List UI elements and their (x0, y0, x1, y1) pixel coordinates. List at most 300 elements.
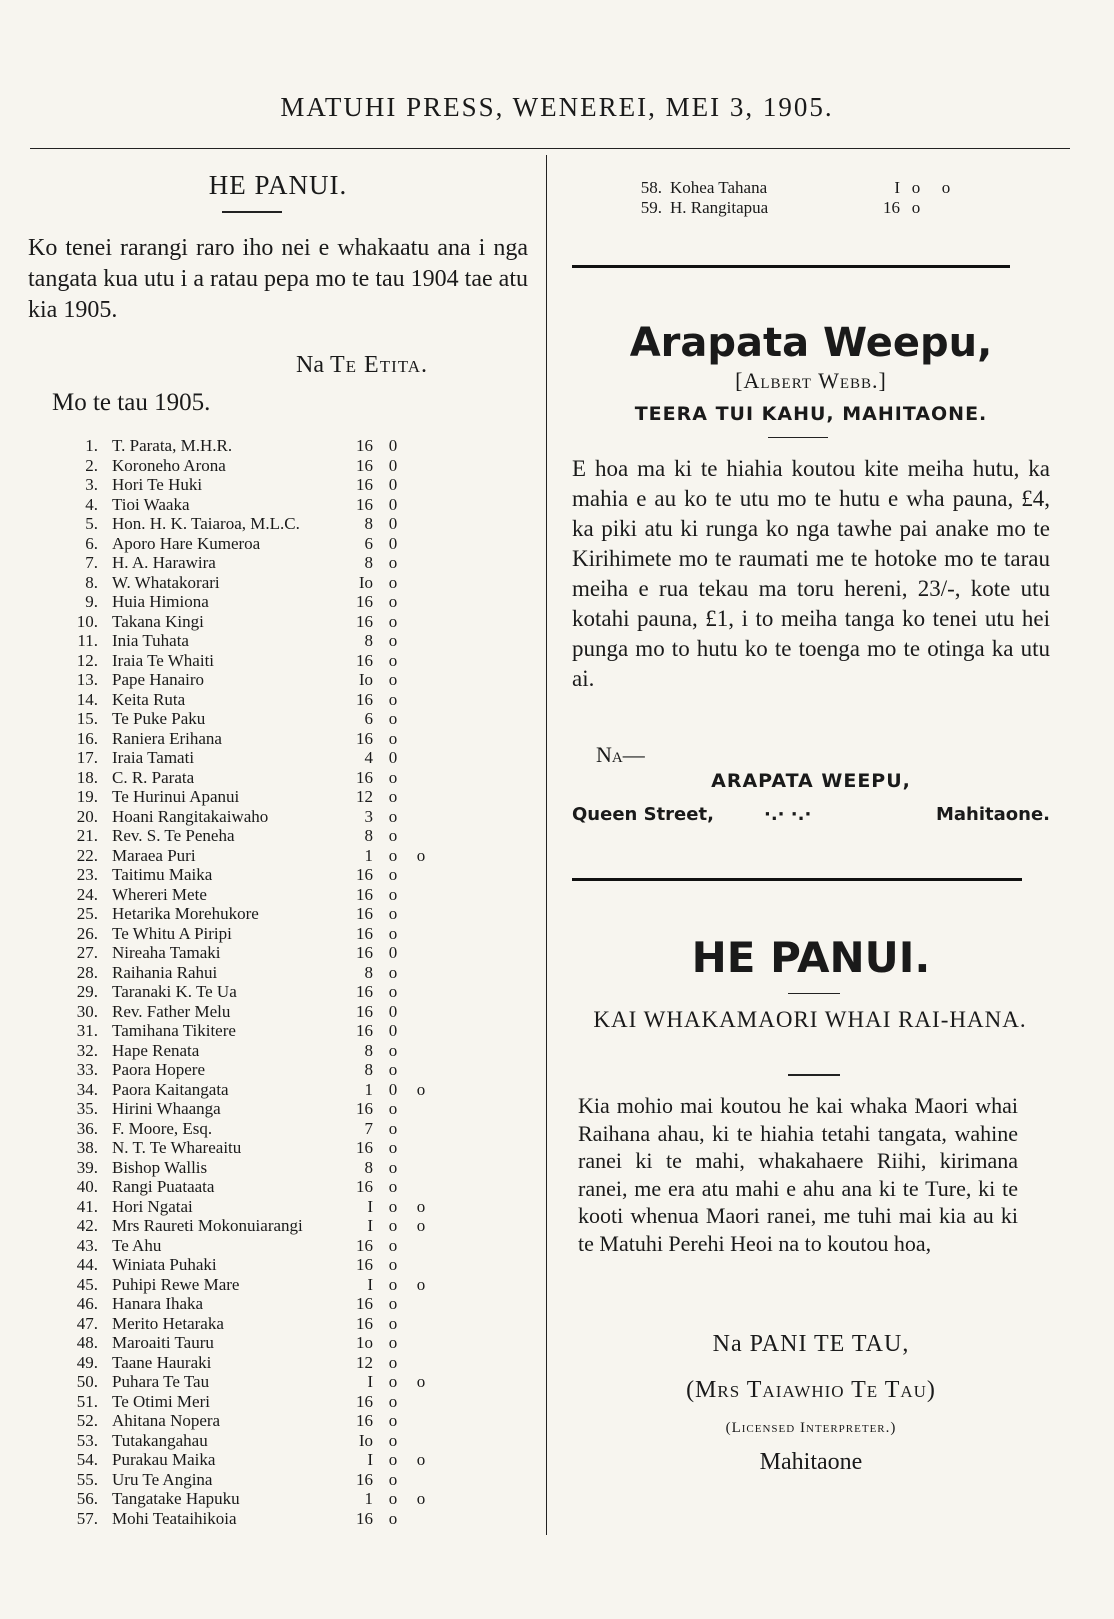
amount-1: 16 (356, 436, 373, 455)
amount-1: 16 (356, 611, 373, 631)
amount-1: 1 (364, 1079, 373, 1099)
continued-list (640, 178, 970, 217)
amount-1: 1o (356, 1333, 373, 1352)
item-name: Taranaki K. Te Ua (112, 982, 237, 1001)
list-item (70, 651, 440, 671)
item-number: 34. (76, 1079, 98, 1099)
amount-1: 16 (356, 494, 373, 514)
list-item (70, 1489, 440, 1509)
list-item (70, 495, 440, 515)
amount-2: 0 (388, 533, 398, 553)
item-number: 41. (76, 1196, 98, 1216)
list-item (70, 1216, 440, 1236)
amount-1: Io (358, 670, 373, 689)
amount-2: o (388, 904, 398, 923)
item-number: 38. (76, 1138, 98, 1157)
amount-2: o (388, 631, 398, 650)
list-item (70, 631, 440, 651)
item-name: Ahitana Nopera (112, 1411, 221, 1430)
item-name: C. R. Parata (112, 767, 195, 787)
list-item (70, 1372, 440, 1392)
item-name: Taitimu Maika (112, 865, 213, 884)
amount-3: o (416, 1372, 426, 1391)
ad1-name: Arapata Weepu, (629, 320, 993, 366)
item-number: 43. (76, 1235, 98, 1255)
amount-2: o (388, 1450, 398, 1469)
item-name: Hape Renata (112, 1040, 200, 1060)
amount-1: 16 (356, 943, 373, 962)
amount-2: o (388, 826, 398, 845)
amount-1: 6 (364, 533, 373, 553)
item-number: 28. (76, 962, 98, 982)
item-name: Tamihana Tikitere (112, 1021, 236, 1040)
list-item (70, 1392, 440, 1412)
amount-2: o (388, 884, 398, 904)
list-item (70, 456, 440, 476)
list-item (70, 475, 440, 495)
item-name: Tioi Waaka (112, 494, 190, 514)
amount-1: 16 (356, 1469, 373, 1489)
ad2-subtitle: KAI WHAKAMAORI WHAI RAI-HANA. (593, 1007, 1027, 1032)
item-name: Puhara Te Tau (112, 1372, 210, 1391)
amount-1: 16 (356, 904, 373, 923)
left-signature (296, 352, 516, 379)
item-number: 46. (76, 1294, 98, 1313)
item-number: 14. (76, 689, 98, 709)
item-name: Hori Ngatai (112, 1196, 193, 1216)
list-item (70, 1333, 440, 1353)
amount-1: 12 (356, 1352, 373, 1372)
list-item (70, 553, 440, 573)
amount-1: 8 (364, 631, 373, 650)
amount-1: 8 (364, 514, 373, 533)
amount-3: o (416, 1216, 426, 1235)
item-number: 45. (76, 1274, 98, 1294)
item-name: Aporo Hare Kumeroa (112, 533, 261, 553)
amount-2: o (388, 1508, 398, 1528)
item-name: F. Moore, Esq. (112, 1118, 213, 1138)
amount-1: 1 (364, 845, 373, 865)
amount-2: o (388, 1333, 398, 1352)
amount-2: o (388, 1060, 398, 1079)
item-number: 12. (76, 650, 98, 670)
list-item (70, 612, 440, 632)
item-name: W. Whatakorari (112, 572, 220, 592)
item-number: 50. (76, 1372, 98, 1391)
amount-1: 16 (356, 865, 373, 884)
amount-1: 16 (356, 923, 373, 943)
amount-3: o (416, 1274, 426, 1294)
item-number: 51. (76, 1391, 98, 1411)
amount-1: 16 (356, 650, 373, 670)
amount-2: o (388, 709, 398, 728)
item-name: Nireaha Tamaki (112, 943, 221, 962)
item-name: Rangi Puataata (112, 1177, 215, 1196)
item-number: 29. (76, 982, 98, 1001)
item-number: 27. (76, 943, 98, 962)
list-item (70, 865, 440, 885)
amount-1: 1 (364, 1489, 373, 1508)
amount-2: 0 (388, 494, 398, 514)
item-number: 8. (85, 572, 98, 592)
item-number: 31. (76, 1021, 98, 1040)
item-number: 3. (85, 475, 98, 494)
amount-2: o (388, 1040, 398, 1060)
item-name: Hanara Ihaka (112, 1294, 204, 1313)
amount-1: 16 (356, 689, 373, 709)
amount-1: 16 (356, 1177, 373, 1196)
amount-1: 12 (356, 787, 373, 806)
amount-1: 7 (364, 1118, 373, 1138)
amount-2: o (388, 1196, 398, 1216)
amount-2: 0 (388, 475, 398, 494)
item-number: 40. (76, 1177, 98, 1196)
amount-2: 0 (388, 455, 398, 475)
amount-2: o (388, 1391, 398, 1411)
amount-1: 8 (364, 826, 373, 845)
ad2-rule (788, 993, 840, 994)
item-number: 19. (76, 787, 98, 806)
amount-2: o (388, 1489, 398, 1508)
list-item (70, 826, 440, 846)
item-number: 54. (76, 1450, 98, 1469)
item-number: 2. (85, 455, 98, 475)
item-number: 32. (76, 1040, 98, 1060)
amount-2: o (388, 1411, 398, 1430)
amount-1: 16 (356, 475, 373, 494)
list-item (70, 924, 440, 944)
amount-1: 16 (356, 728, 373, 748)
ad1-na: Na— (596, 742, 645, 767)
ad2-licensed: (Licensed Interpreter.) (725, 1420, 897, 1436)
item-name: Raihania Rahui (112, 962, 218, 982)
item-number: 6. (85, 533, 98, 553)
item-number: 30. (76, 1001, 98, 1021)
item-name: Hirini Whaanga (112, 1099, 221, 1118)
list-item (70, 768, 440, 788)
item-name: Maroaiti Tauru (112, 1333, 214, 1352)
amount-1: I (367, 1372, 373, 1391)
masthead: MATUHI PRESS, WENEREI, MEI 3, 1905. (280, 92, 834, 122)
item-number: 42. (76, 1216, 98, 1235)
item-name: N. T. Te Whareaitu (112, 1138, 242, 1157)
amount-2: o (388, 572, 398, 592)
amount-1: 8 (364, 553, 373, 572)
list-item (70, 1099, 440, 1119)
amount-2: o (388, 1118, 398, 1138)
amount-2: o (388, 1099, 398, 1118)
amount-2: o (388, 1430, 398, 1450)
item-name: Tutakangahau (112, 1430, 208, 1450)
amount-1: 16 (356, 1255, 373, 1274)
amount-2: o (388, 806, 398, 826)
item-number: 18. (76, 767, 98, 787)
item-name: Purakau Maika (112, 1450, 216, 1469)
item-name: Hon. H. K. Taiaroa, M.L.C. (112, 514, 300, 533)
amount-2: o (388, 670, 398, 689)
list-item (70, 670, 440, 690)
amount-1: 16 (356, 1001, 373, 1021)
amount-1: 8 (364, 1157, 373, 1177)
ad2-title: HE PANUI. (691, 933, 931, 982)
item-name: Te Puke Paku (112, 709, 206, 728)
amount-2: 0 (388, 1001, 398, 1021)
list-item (70, 1509, 440, 1529)
amount-1: 16 (356, 592, 373, 611)
amount-2: o (388, 1138, 398, 1157)
item-name: Mohi Teataihikoia (112, 1508, 237, 1528)
amount-2: o (388, 787, 398, 806)
amount-1: I (367, 1216, 373, 1235)
amount-1: I (894, 178, 900, 197)
item-number: 39. (76, 1157, 98, 1177)
amount-3: o (416, 1079, 426, 1099)
amount-2: o (388, 1216, 398, 1235)
ad1-body: E hoa ma ki te hiahia koutou kite meiha hutu, ka mahia e au ko te utu mo te hutu e wha pauna, £4, ka piki atu ki runga ko nga tawhe pai anake mo te Kirihimete mo te raumati me te hotoke mo te tarau meiha e rua tekau ma toru hereni, 23/-, kote utu kotahi pauna, £1, i to meiha tanga ko tenei utu hei punga mo to hutu ko te toenga mo te otinga ka utu ai. (572, 456, 1050, 691)
subscriber-list (70, 436, 440, 1528)
item-name: Rev. S. Te Peneha (112, 826, 235, 845)
amount-2: o (911, 178, 921, 197)
item-name: Kohea Tahana (670, 178, 768, 197)
list-item (70, 729, 440, 749)
item-number: 1. (85, 436, 98, 455)
item-name: Mrs Raureti Mokonuiarangi (112, 1216, 303, 1235)
list-item (70, 885, 440, 905)
item-number: 7. (85, 553, 98, 572)
list-item (70, 436, 440, 456)
amount-2: o (388, 1313, 398, 1333)
amount-1: 16 (356, 455, 373, 475)
item-number: 9. (85, 592, 98, 611)
amount-1: I (367, 1196, 373, 1216)
amount-3: o (416, 1450, 426, 1469)
item-name: Pape Hanairo (112, 670, 205, 689)
amount-2: o (388, 1372, 398, 1391)
amount-2: 0 (388, 1021, 398, 1040)
list-item (70, 1275, 440, 1295)
item-name: T. Parata, M.H.R. (112, 436, 233, 455)
amount-1: 16 (356, 767, 373, 787)
list-item (70, 846, 440, 866)
item-number: 4. (85, 494, 98, 514)
list-item (70, 1138, 440, 1158)
item-number: 44. (76, 1255, 98, 1274)
amount-2: o (388, 1157, 398, 1177)
amount-3: o (416, 1196, 426, 1216)
list-item (640, 198, 970, 218)
amount-2: o (388, 1469, 398, 1489)
item-name: Uru Te Angina (112, 1469, 213, 1489)
ad2-top-rule (572, 878, 1022, 881)
amount-2: 0 (388, 1079, 398, 1099)
ad1-business: TEERA TUI KAHU, MAHITAONE. (634, 403, 988, 425)
left-heading-rule (222, 211, 282, 213)
addr-street: Queen Street, (572, 804, 714, 825)
amount-1: I (367, 1450, 373, 1469)
item-name: Maraea Puri (112, 845, 196, 865)
item-number: 5. (85, 514, 98, 533)
item-number: 59. (640, 197, 662, 217)
amount-1: Io (358, 1430, 373, 1450)
item-number: 10. (76, 611, 98, 631)
item-name: Hetarika Morehukore (112, 904, 259, 923)
item-name: Hoani Rangitakaiwaho (112, 806, 269, 826)
list-item (70, 1470, 440, 1490)
item-number: 36. (76, 1118, 98, 1138)
list-item (70, 1002, 440, 1022)
item-number: 49. (76, 1352, 98, 1372)
ad2-signature: Na PANI TE TAU, (712, 1331, 910, 1357)
sign-name: Te Etita. (329, 352, 429, 378)
item-name: Te Hurinui Apanui (112, 787, 240, 806)
amount-1: 8 (364, 1060, 373, 1079)
item-name: H. A. Harawira (112, 553, 216, 572)
item-number: 11. (77, 631, 98, 650)
amount-2: o (388, 845, 398, 865)
list-item (70, 1119, 440, 1139)
amount-2: o (388, 1352, 398, 1372)
item-number: 33. (76, 1060, 98, 1079)
ad1-rule (768, 437, 828, 438)
ad2-mrs: (Mrs Taiawhio Te Tau) (686, 1377, 936, 1403)
ad1-top-rule (572, 265, 1010, 268)
amount-1: 16 (356, 1411, 373, 1430)
item-number: 53. (76, 1430, 98, 1450)
item-name: Te Ahu (112, 1235, 162, 1255)
item-name: Hori Te Huki (112, 475, 203, 494)
item-number: 20. (76, 806, 98, 826)
amount-1: 4 (364, 748, 373, 767)
list-item (70, 1294, 440, 1314)
list-item (70, 1080, 440, 1100)
item-number: 58. (640, 178, 662, 197)
list-item (70, 963, 440, 983)
amount-1: 16 (356, 1313, 373, 1333)
item-number: 22. (76, 845, 98, 865)
list-item (70, 1236, 440, 1256)
year-label: Mo te tau 1905. (52, 389, 211, 416)
addr-marks: ·.· ·.· (764, 804, 812, 825)
ad1-signature: ARAPATA WEEPU, (711, 770, 911, 792)
amount-2: o (388, 1235, 398, 1255)
sign-prefix: Na (296, 352, 330, 378)
item-name: Iraia Tamati (112, 748, 195, 767)
ad2-place: Mahitaone (759, 1449, 863, 1475)
amount-1: 16 (356, 1391, 373, 1411)
ad2-rule-2 (788, 1074, 840, 1076)
amount-2: o (388, 592, 398, 611)
item-number: 56. (76, 1489, 98, 1508)
amount-2: o (388, 728, 398, 748)
item-name: Merito Hetaraka (112, 1313, 224, 1333)
list-item (640, 178, 970, 198)
amount-2: o (388, 1177, 398, 1196)
amount-2: o (388, 767, 398, 787)
amount-2: o (388, 553, 398, 572)
item-name: Puhipi Rewe Mare (112, 1274, 240, 1294)
amount-2: o (388, 650, 398, 670)
column-divider (546, 155, 547, 1535)
item-name: Raniera Erihana (112, 728, 222, 748)
amount-1: Io (358, 572, 373, 592)
amount-2: 0 (388, 943, 398, 962)
list-item (70, 982, 440, 1002)
addr-town: Mahitaone. (935, 804, 1050, 825)
item-name: Bishop Wallis (112, 1157, 208, 1177)
item-number: 55. (76, 1469, 98, 1489)
item-name: Keita Ruta (112, 689, 186, 709)
amount-3: o (941, 178, 951, 197)
amount-2: o (388, 982, 398, 1001)
amount-2: o (388, 611, 398, 631)
item-number: 16. (76, 728, 98, 748)
amount-2: o (388, 923, 398, 943)
item-name: Taane Hauraki (112, 1352, 212, 1372)
amount-1: 16 (883, 197, 900, 217)
amount-2: o (911, 197, 921, 217)
item-name: Rev. Father Melu (112, 1001, 231, 1021)
item-name: H. Rangitapua (670, 197, 769, 217)
list-item (70, 573, 440, 593)
amount-1: 8 (364, 962, 373, 982)
amount-2: o (388, 1294, 398, 1313)
item-number: 24. (76, 884, 98, 904)
item-name: Inia Tuhata (112, 631, 189, 650)
amount-1: 8 (364, 1040, 373, 1060)
list-item (70, 1411, 440, 1431)
amount-1: I (367, 1274, 373, 1294)
list-item (70, 1158, 440, 1178)
amount-1: 16 (356, 1235, 373, 1255)
list-item (70, 748, 440, 768)
list-item (70, 1255, 440, 1275)
list-item (70, 709, 440, 729)
item-number: 21. (76, 826, 98, 845)
item-name: Takana Kingi (112, 611, 204, 631)
amount-2: 0 (388, 748, 398, 767)
amount-1: 16 (356, 1021, 373, 1040)
item-number: 15. (76, 709, 98, 728)
amount-2: o (388, 962, 398, 982)
item-name: Whereri Mete (112, 884, 207, 904)
item-name: Iraia Te Whaiti (112, 650, 215, 670)
left-heading: HE PANUI. (208, 170, 348, 200)
amount-1: 16 (356, 982, 373, 1001)
item-name: Tangatake Hapuku (112, 1489, 240, 1508)
item-number: 52. (76, 1411, 98, 1430)
top-rule (30, 148, 1070, 149)
item-name: Te Otimi Meri (112, 1391, 210, 1411)
list-item (70, 1177, 440, 1197)
amount-1: 16 (356, 1099, 373, 1118)
item-number: 48. (76, 1333, 98, 1352)
list-item (70, 787, 440, 807)
list-item (70, 1060, 440, 1080)
amount-2: 0 (388, 436, 398, 455)
amount-2: o (388, 1274, 398, 1294)
item-name: Paora Hopere (112, 1060, 205, 1079)
item-name: Paora Kaitangata (112, 1079, 229, 1099)
list-item (70, 1021, 440, 1041)
item-name: Koroneho Arona (112, 455, 226, 475)
amount-1: 16 (356, 1294, 373, 1313)
item-number: 26. (76, 923, 98, 943)
list-item (70, 1450, 440, 1470)
ad1-address (572, 804, 1050, 828)
item-number: 25. (76, 904, 98, 923)
amount-1: 16 (356, 1138, 373, 1157)
amount-3: o (416, 1489, 426, 1508)
